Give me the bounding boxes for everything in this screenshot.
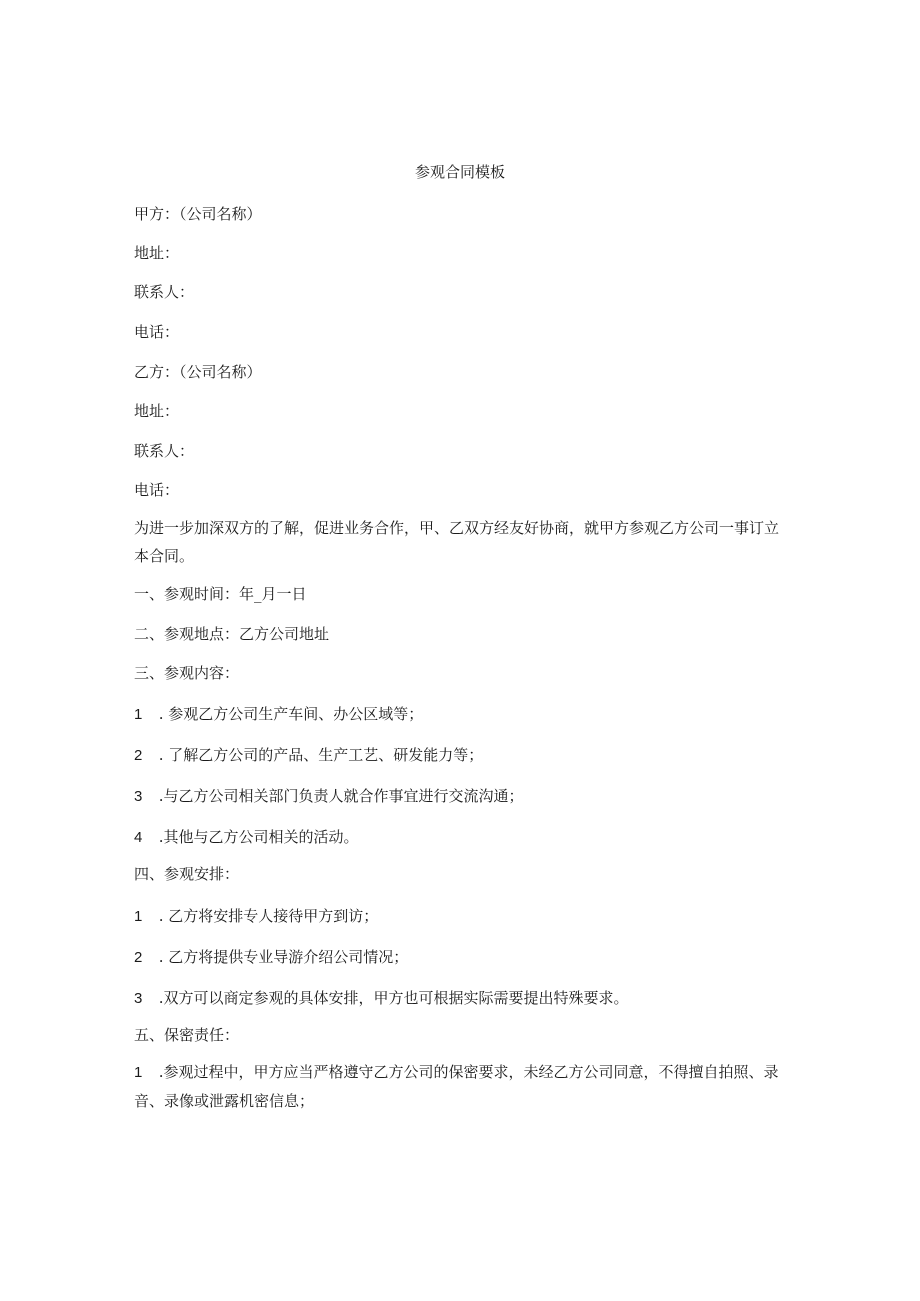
list-item-text: .参观过程中，甲方应当严格遵守乙方公司的保密要求，未经乙方公司同意，不得擅自拍照、录音、录像或泄露机密信息； xyxy=(134,1063,779,1110)
section-4-heading: 四、参观安排： xyxy=(134,865,240,883)
party-a-address: 地址： xyxy=(134,244,180,262)
list-item-text: .其他与乙方公司相关的活动。 xyxy=(154,828,359,846)
list-item-number: 2 xyxy=(134,949,143,966)
preamble-paragraph: 为进一步加深双方的了解，促进业务合作，甲、乙双方经友好协商，就甲方参观乙方公司一事订立本合同。 xyxy=(134,519,780,565)
list-item-number: 3 xyxy=(134,788,143,805)
list-item-number: 1 xyxy=(134,1064,143,1081)
list-item-number: 3 xyxy=(134,990,143,1007)
list-item-text: . 乙方将安排专人接待甲方到访； xyxy=(154,907,379,925)
section-1-visit-time: 一、参观时间：年_月一日 xyxy=(134,585,307,603)
section-3-heading: 三、参观内容： xyxy=(134,664,240,682)
section-2-visit-location: 二、参观地点：乙方公司地址 xyxy=(134,625,330,643)
party-a-phone: 电话： xyxy=(134,323,180,341)
party-b-name: 乙方：（公司名称） xyxy=(134,363,262,381)
list-item-number: 2 xyxy=(134,747,143,764)
list-item-text: .与乙方公司相关部门负责人就合作事宜进行交流沟通； xyxy=(154,787,524,805)
party-b-address: 地址： xyxy=(134,402,180,420)
list-item xyxy=(134,986,629,1011)
list-item-text: .双方可以商定参观的具体安排，甲方也可根据实际需要提出特殊要求。 xyxy=(154,989,629,1007)
list-item-text: . 参观乙方公司生产车间、办公区域等； xyxy=(154,705,424,723)
list-item xyxy=(134,784,524,809)
list-item xyxy=(134,743,483,768)
list-item-number: 4 xyxy=(134,829,143,846)
list-item xyxy=(134,945,408,970)
party-b-contact: 联系人： xyxy=(134,442,195,460)
party-b-phone: 电话： xyxy=(134,481,180,499)
list-item xyxy=(134,904,378,929)
list-item xyxy=(134,825,359,850)
section-5-heading: 五、保密责任： xyxy=(134,1026,240,1044)
party-a-contact: 联系人： xyxy=(134,283,195,301)
list-item-text: . 了解乙方公司的产品、生产工艺、研发能力等； xyxy=(154,746,484,764)
party-a-name: 甲方：（公司名称） xyxy=(134,205,262,223)
list-item-number: 1 xyxy=(134,908,143,925)
list-item-text: . 乙方将提供专业导游介绍公司情况； xyxy=(154,948,409,966)
list-item xyxy=(134,1058,784,1115)
list-item xyxy=(134,702,423,727)
list-item-number: 1 xyxy=(134,706,143,723)
document-title: 参观合同模板 xyxy=(414,163,505,181)
